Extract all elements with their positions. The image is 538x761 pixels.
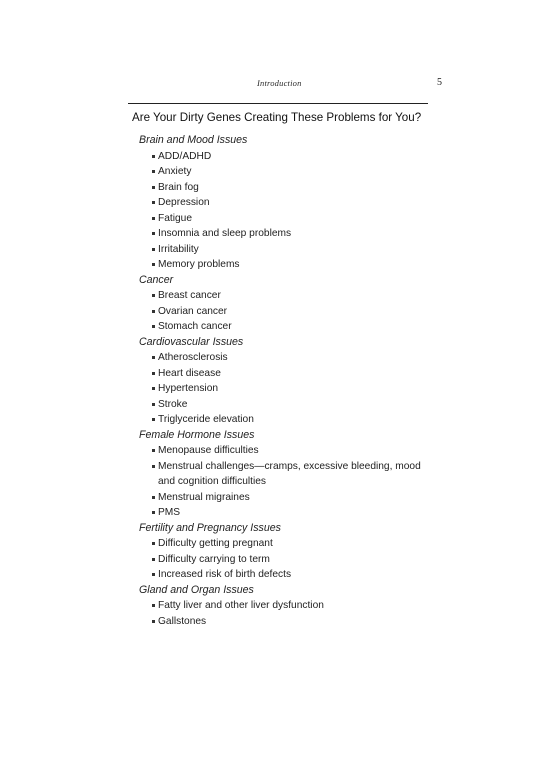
list-item bbox=[139, 319, 429, 335]
list-item bbox=[139, 211, 429, 227]
list-item bbox=[139, 242, 429, 258]
bullet-icon bbox=[152, 449, 155, 452]
list-item bbox=[139, 490, 429, 506]
list-item bbox=[139, 381, 429, 397]
item-label: Triglyceride elevation bbox=[158, 414, 254, 425]
bullet-icon bbox=[152, 573, 155, 576]
category-female-hormone bbox=[139, 428, 429, 521]
item-label: Stomach cancer bbox=[158, 321, 232, 332]
item-label: Breast cancer bbox=[158, 290, 221, 301]
bullet-icon bbox=[152, 294, 155, 297]
category-title: Gland and Organ Issues bbox=[139, 583, 254, 596]
bullet-icon bbox=[152, 325, 155, 328]
bullet-icon bbox=[152, 263, 155, 266]
category-brain-mood bbox=[139, 133, 429, 273]
bullet-icon bbox=[152, 558, 155, 561]
list-item bbox=[139, 288, 429, 304]
bullet-icon bbox=[152, 186, 155, 189]
item-label: Gallstones bbox=[158, 615, 207, 627]
bullet-icon bbox=[152, 170, 155, 173]
bullet-icon bbox=[152, 418, 155, 421]
item-label: Irritability bbox=[158, 243, 199, 255]
list-item bbox=[139, 614, 429, 630]
list-item bbox=[139, 412, 429, 428]
bullet-icon bbox=[152, 217, 155, 220]
category-title: Cancer bbox=[139, 273, 174, 286]
list-item bbox=[139, 505, 429, 521]
item-label: Fatigue bbox=[158, 212, 192, 224]
list-item bbox=[139, 366, 429, 382]
list-item bbox=[139, 195, 429, 211]
item-label: PMS bbox=[158, 507, 181, 518]
item-label: Menopause difficulties bbox=[158, 445, 259, 456]
bullet-icon bbox=[152, 620, 155, 623]
item-label: Menstrual challenges—cramps, excessive bleeding, mood and cognition difficulties bbox=[158, 460, 421, 487]
item-label: Insomnia and sleep problems bbox=[158, 228, 292, 239]
list-item bbox=[139, 567, 429, 583]
item-label: Memory problems bbox=[158, 259, 240, 270]
bullet-icon bbox=[152, 542, 155, 545]
bullet-icon bbox=[152, 496, 155, 499]
item-label: Difficulty carrying to term bbox=[158, 553, 270, 565]
page-number: 5 bbox=[437, 77, 442, 88]
bullet-icon bbox=[152, 604, 155, 607]
bullet-icon bbox=[152, 232, 155, 235]
list-item bbox=[139, 164, 429, 180]
item-label: Heart disease bbox=[158, 367, 221, 379]
bullet-icon bbox=[152, 403, 155, 406]
item-label: Atherosclerosis bbox=[158, 352, 228, 363]
item-label: Menstrual migraines bbox=[158, 491, 250, 503]
item-label: Fatty liver and other liver dysfunction bbox=[158, 600, 324, 611]
running-title: Introduction bbox=[257, 78, 302, 88]
category-cardiovascular bbox=[139, 335, 429, 428]
bullet-icon bbox=[152, 310, 155, 313]
category-fertility-pregnancy bbox=[139, 521, 429, 583]
item-list bbox=[139, 288, 429, 335]
list-item bbox=[139, 226, 429, 242]
list-item bbox=[139, 552, 429, 568]
bullet-icon bbox=[152, 155, 155, 158]
item-label: Ovarian cancer bbox=[158, 305, 228, 317]
list-item bbox=[139, 350, 429, 366]
item-label: Anxiety bbox=[158, 166, 192, 177]
category-gland-organ bbox=[139, 583, 429, 630]
bullet-icon bbox=[152, 372, 155, 375]
section-heading: Are Your Dirty Genes Creating These Problems for You? bbox=[132, 111, 422, 124]
list-item bbox=[139, 180, 429, 196]
list-item bbox=[139, 443, 429, 459]
item-label: Hypertension bbox=[158, 383, 219, 394]
item-list bbox=[139, 443, 429, 521]
item-label: ADD/ADHD bbox=[158, 150, 212, 162]
bullet-icon bbox=[152, 387, 155, 390]
category-cancer bbox=[139, 273, 429, 335]
item-list bbox=[139, 350, 429, 428]
bullet-icon bbox=[152, 511, 155, 514]
item-label: Stroke bbox=[158, 398, 188, 410]
item-label: Difficulty getting pregnant bbox=[158, 538, 273, 549]
item-list bbox=[139, 149, 429, 273]
item-label: Increased risk of birth defects bbox=[158, 569, 292, 580]
bullet-icon bbox=[152, 356, 155, 359]
list-item bbox=[139, 598, 429, 614]
item-label: Depression bbox=[158, 197, 210, 208]
list-item bbox=[139, 304, 429, 320]
category-title: Female Hormone Issues bbox=[139, 428, 255, 441]
bullet-icon bbox=[152, 201, 155, 204]
item-list bbox=[139, 536, 429, 583]
running-head bbox=[0, 78, 538, 92]
list-item bbox=[139, 397, 429, 413]
category-list bbox=[139, 133, 429, 629]
bullet-icon bbox=[152, 465, 155, 468]
category-title: Cardiovascular Issues bbox=[139, 335, 244, 348]
list-item bbox=[139, 149, 429, 165]
list-item bbox=[139, 459, 429, 490]
header-rule bbox=[128, 103, 428, 104]
category-title: Fertility and Pregnancy Issues bbox=[139, 521, 281, 534]
bullet-icon bbox=[152, 248, 155, 251]
item-list bbox=[139, 598, 429, 629]
category-title: Brain and Mood Issues bbox=[139, 134, 248, 146]
list-item bbox=[139, 257, 429, 273]
item-label: Brain fog bbox=[158, 181, 199, 193]
list-item bbox=[139, 536, 429, 552]
